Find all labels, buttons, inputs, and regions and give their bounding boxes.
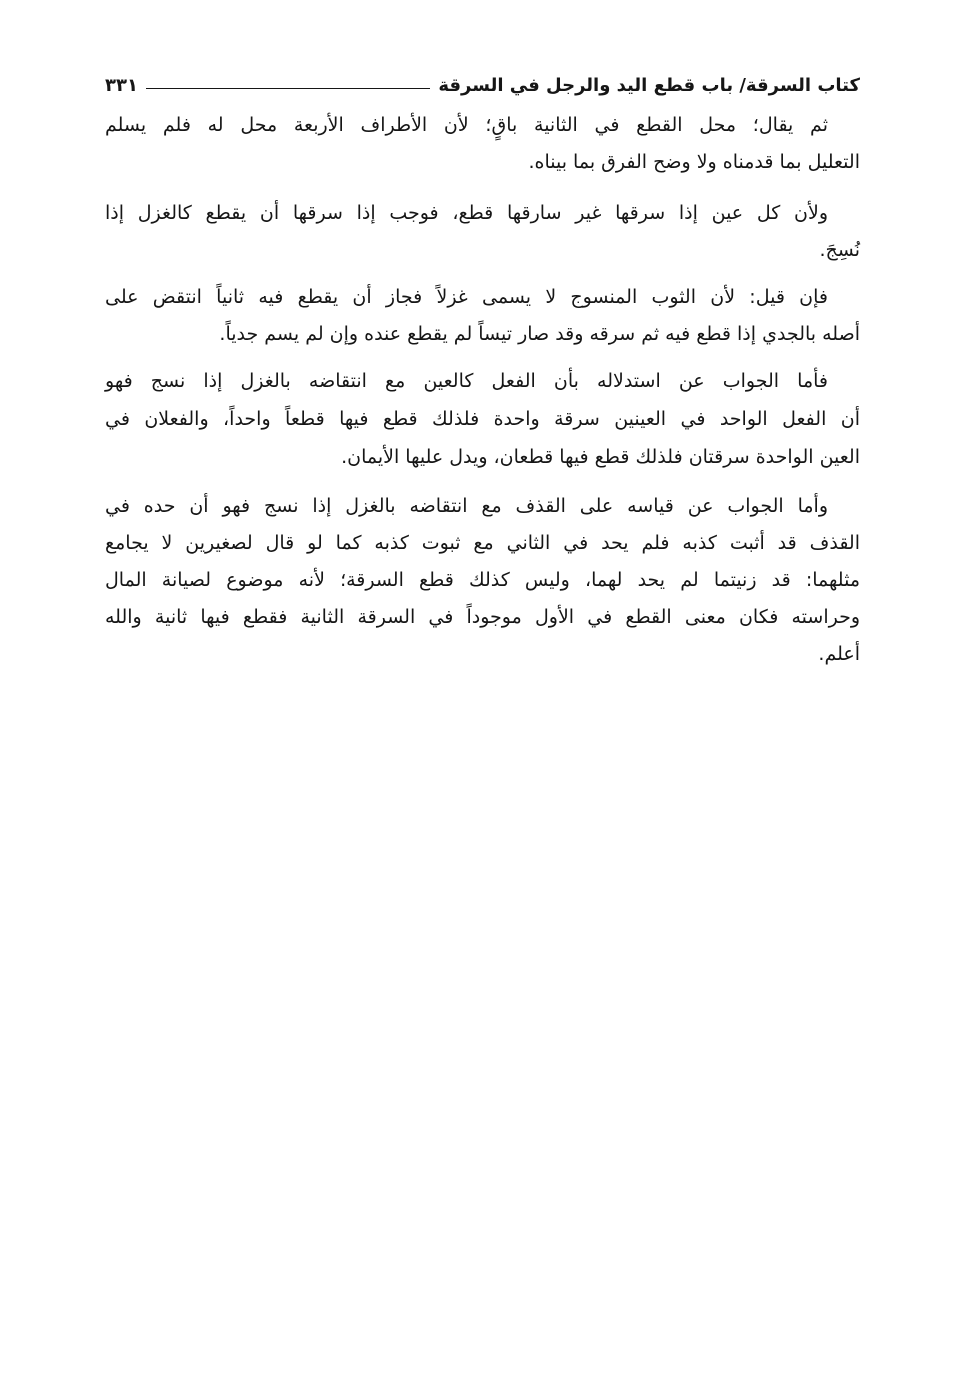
text-line: أن الفعل الواحد في العينين سرقة واحدة فلذلك قطع فيها قطعاً واحداً، والفعلان في	[105, 408, 860, 430]
paragraph	[105, 279, 860, 353]
header-rule	[146, 88, 430, 89]
text-line: أعلم.	[818, 643, 860, 665]
text-line: مثلهما: قد زنيتما لم يحد لهما، وليس كذلك قطع السرقة؛ لأنه موضوع لصيانة المال	[105, 569, 860, 591]
text-line: وحراسته فكان معنى القطع في الأول موجوداً في السرقة الثانية فقطع فيها ثانية والله	[105, 606, 860, 628]
text-line: ثم يقال؛ محل القطع في الثانية باقٍ؛ لأن الأطراف الأربعة محل له فلم يسلم	[105, 114, 828, 136]
page-number: ٣٣١	[105, 74, 138, 96]
text-line: التعليل بما قدمناه ولا وضح الفرق بما بيناه.	[528, 151, 860, 173]
paragraph	[105, 107, 860, 181]
text-line: ولأن كل عين إذا سرقها غير سارقها قطع، فوجب إذا سرقها أن يقطع كالغزل إذا	[105, 202, 828, 224]
running-title: كتاب السرقة/ باب قطع اليد والرجل في السرقة	[438, 74, 860, 96]
text-line: وأما الجواب عن قياسه على القذف مع انتقاضه بالغزل إذا نسج فهو أن حده في	[105, 495, 828, 517]
text-line: فأما الجواب عن استدلاله بأن الفعل كالعين مع انتقاضه بالغزل إذا نسج فهو	[105, 370, 828, 392]
paragraph	[105, 362, 860, 476]
paragraph	[105, 488, 860, 673]
text-line: القذف قد أثبت كذبه فلم يحد في الثاني مع ثبوت كذبه كما لو قال لصغيرين لا يجامع	[105, 532, 860, 554]
text-line: نُسِجَ.	[819, 239, 860, 261]
page-header	[105, 70, 860, 100]
text-line: أصله بالجدي إذا قطع فيه ثم سرقه وقد صار تيساً لم يقطع عنده وإن لم يسم جدياً.	[219, 323, 860, 345]
text-line: فإن قيل: لأن الثوب المنسوج لا يسمى غزلاً فجاز أن يقطع فيه ثانياً انتقض على	[105, 286, 828, 308]
text-line: العين الواحدة سرقتان فلذلك قطع فيها قطعان، ويدل عليها الأيمان.	[341, 446, 860, 468]
paragraph	[105, 195, 860, 269]
